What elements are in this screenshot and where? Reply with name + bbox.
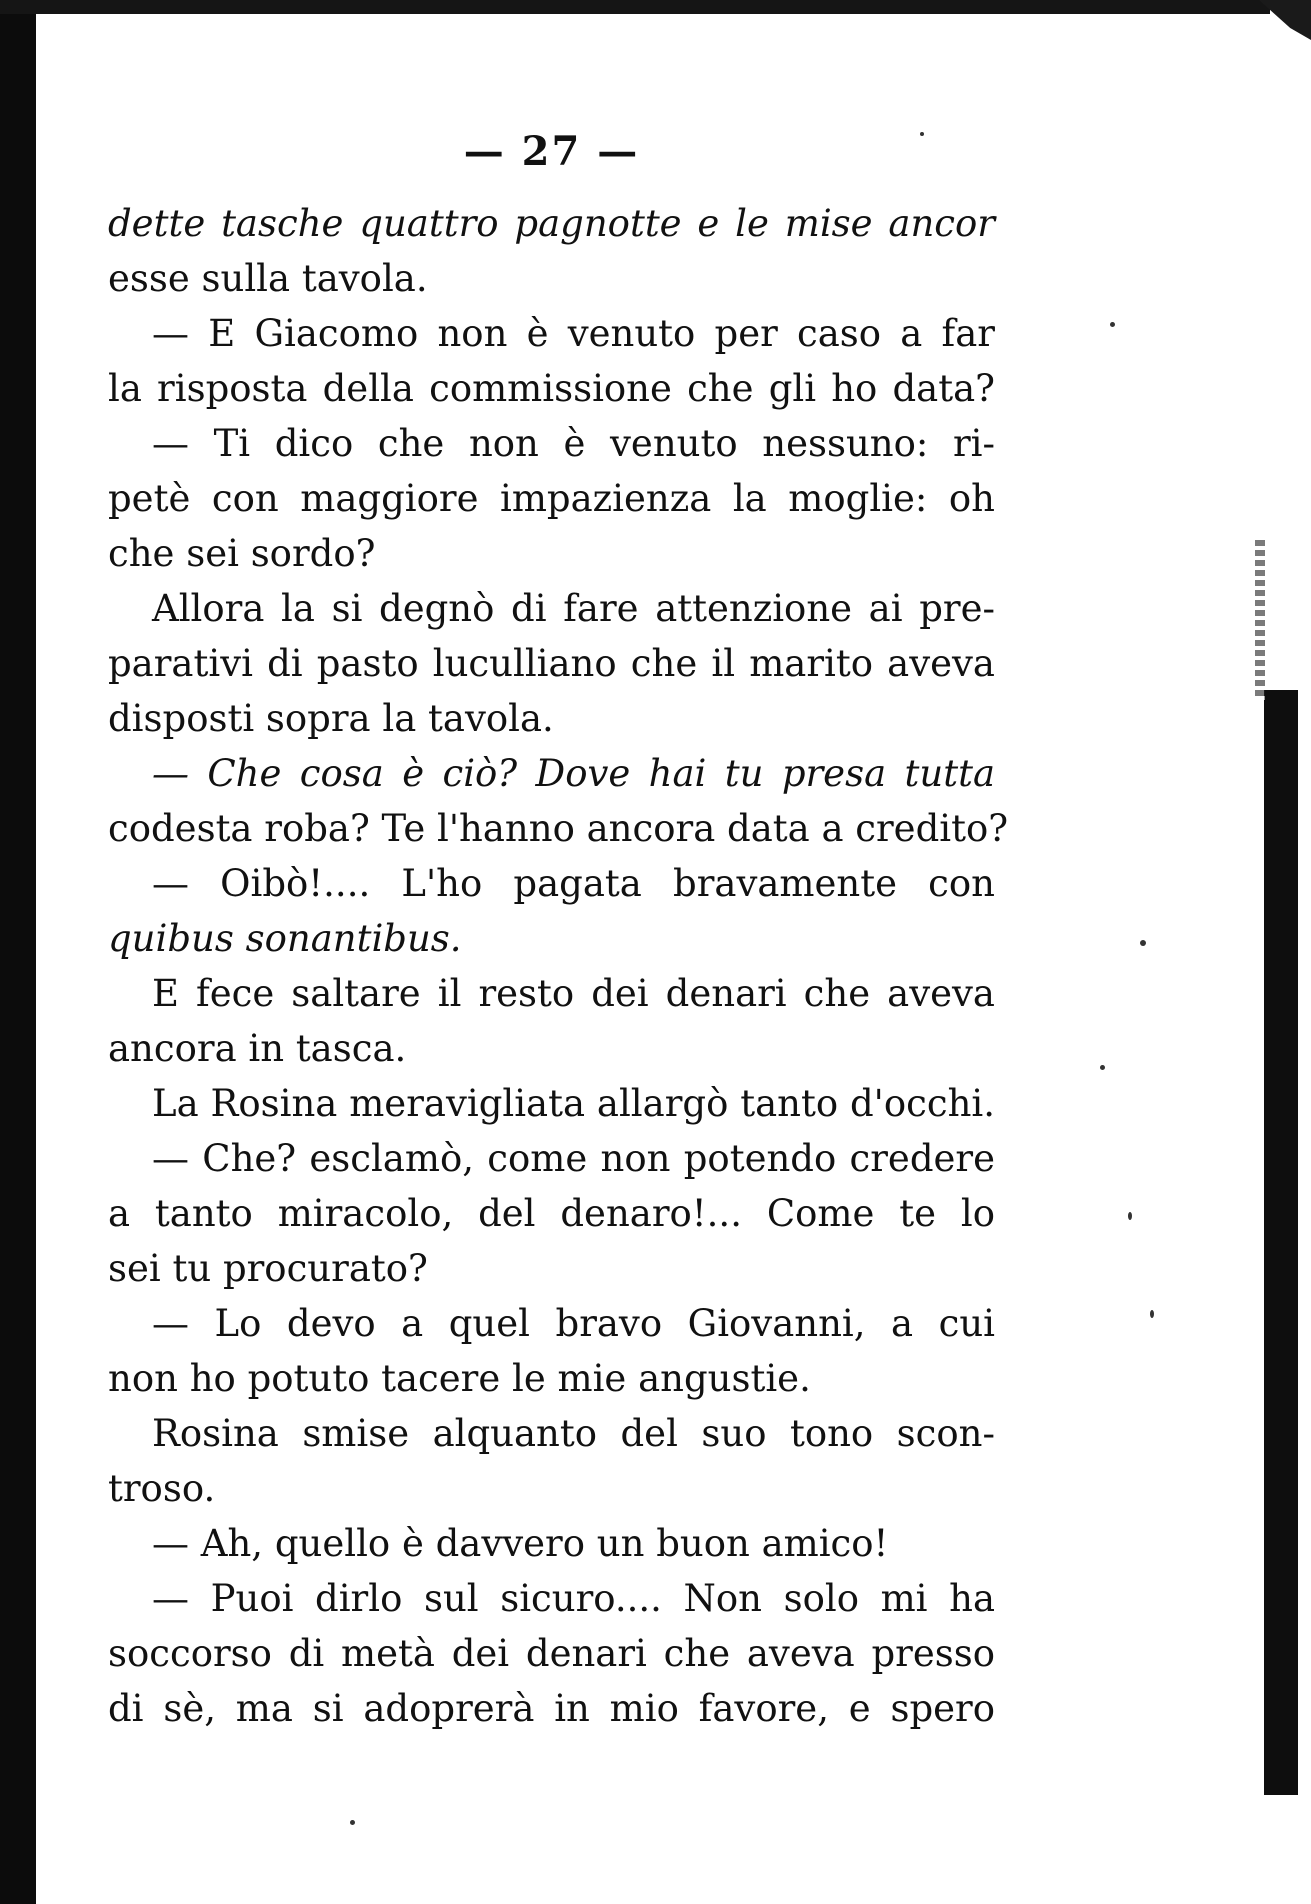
text-line: di sè, ma si adoprerà in mio favore, e spero	[108, 1687, 995, 1730]
text-line: — Puoi dirlo sul sicuro.... Non solo mi ha	[152, 1577, 995, 1620]
text-line: a tanto miracolo, del denaro!... Come te lo	[108, 1192, 995, 1235]
text-line: dette tasche quattro pagnotte e le mise ancor	[108, 202, 995, 245]
text-line: — Oibò!.... L'ho pagata bravamente con	[152, 862, 995, 905]
text-line: troso.	[108, 1467, 216, 1510]
text-line: E fece saltare il resto dei denari che aveva	[152, 972, 995, 1015]
text-line: ancora in tasca.	[108, 1027, 407, 1070]
text-line: codesta roba? Te l'hanno ancora data a credito?	[108, 807, 1009, 850]
text-line: parativi di pasto luculliano che il marito aveva	[108, 642, 995, 685]
scan-corner-blot	[1259, 0, 1311, 40]
text-line: quibus sonantibus.	[108, 917, 462, 960]
scan-border-left	[0, 0, 36, 1904]
text-line: soccorso di metà dei denari che aveva presso	[108, 1632, 995, 1675]
text-line: — Ah, quello è davvero un buon amico!	[152, 1522, 889, 1565]
text-line: La Rosina meravigliata allargò tanto d'occhi.	[152, 1082, 995, 1125]
scan-speck	[350, 1820, 355, 1825]
text-line: la risposta della commissione che gli ho data?	[108, 367, 995, 410]
scan-border-right	[1264, 690, 1298, 1795]
scan-edge-marks	[1255, 540, 1265, 700]
text-line: sei tu procurato?	[108, 1247, 428, 1290]
scan-speck	[1140, 940, 1146, 946]
text-line: — Lo devo a quel bravo Giovanni, a cui	[152, 1302, 995, 1345]
text-line: Allora la si degnò di fare attenzione ai pre-	[152, 587, 995, 630]
text-line: disposti sopra la tavola.	[108, 697, 554, 740]
scan-border-top	[0, 0, 1270, 14]
page-number: — 27 —	[463, 128, 640, 175]
text-line: che sei sordo?	[108, 532, 376, 575]
text-line: Rosina smise alquanto del suo tono scon-	[152, 1412, 995, 1455]
text-line: — Ti dico che non è venuto nessuno: ri-	[152, 422, 995, 465]
scan-speck	[1110, 322, 1115, 327]
text-line: — E Giacomo non è venuto per caso a far	[152, 312, 995, 355]
body-text	[108, 196, 1009, 1736]
text-line: esse sulla tavola.	[108, 257, 428, 300]
scan-speck	[1150, 1310, 1154, 1318]
scan-speck	[1100, 1065, 1105, 1070]
text-line: — Che cosa è ciò? Dove hai tu presa tutta	[152, 752, 995, 795]
text-line: petè con maggiore impazienza la moglie: oh	[108, 477, 995, 520]
scan-speck	[1128, 1212, 1132, 1220]
text-line: non ho potuto tacere le mie angustie.	[108, 1357, 811, 1400]
text-line: — Che? esclamò, come non potendo credere	[152, 1137, 995, 1180]
